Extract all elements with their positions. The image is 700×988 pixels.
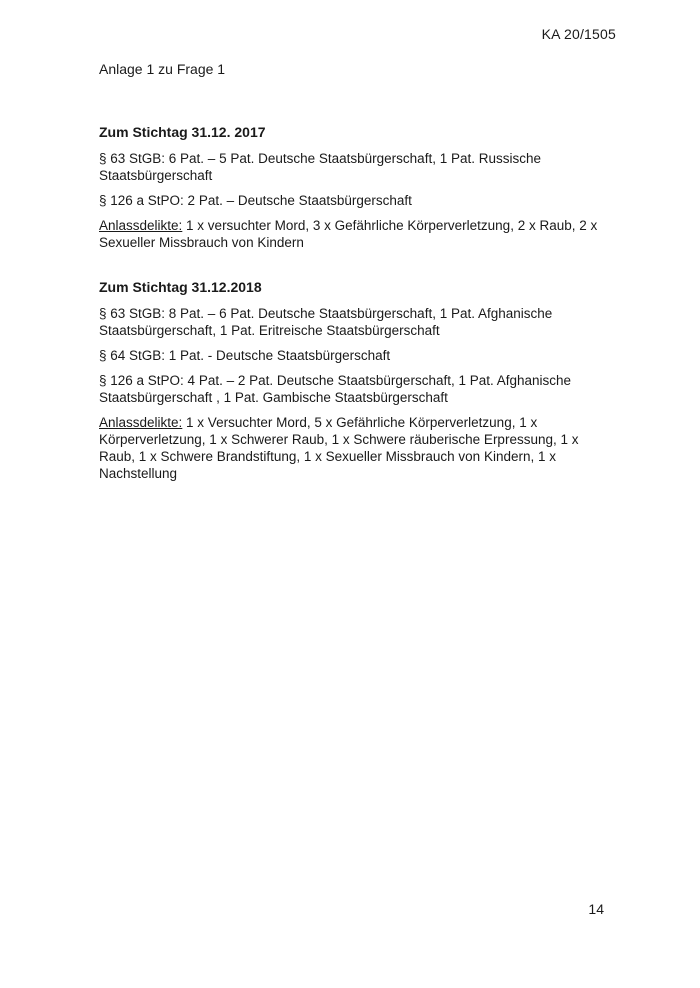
offenses-paragraph xyxy=(99,217,599,251)
annex-title: Anlage 1 zu Frage 1 xyxy=(99,61,226,77)
offenses-label: Anlassdelikte: xyxy=(99,218,183,233)
offenses-label: Anlassdelikte: xyxy=(99,415,183,430)
section-2017 xyxy=(99,124,599,251)
paragraph: § 64 StGB: 1 Pat. - Deutsche Staatsbürgerschaft xyxy=(99,348,391,363)
offenses-text: 1 x Versuchter Mord, 5 x Gefährliche Körperverletzung, 1 x Körperverletzung, 1 x Schwerer Raub, 1 x Schwere räuberische Erpressung, 1 x Raub, 1 x Schwere Brandstiftung, 1 x Sexueller Missbrauch von Kindern, 1 x Nachstellung xyxy=(99,415,579,481)
section-2018 xyxy=(99,279,599,482)
paragraph: § 63 StGB: 8 Pat. – 6 Pat. Deutsche Staatsbürgerschaft, 1 Pat. Afghanische Staatsbürgerschaft, 1 Pat. Eritreische Staatsbürgerschaft xyxy=(99,306,553,338)
paragraph: § 63 StGB: 6 Pat. – 5 Pat. Deutsche Staatsbürgerschaft, 1 Pat. Russische Staatsbürgerschaft xyxy=(99,151,541,183)
offenses-text: 1 x versuchter Mord, 3 x Gefährliche Körperverletzung, 2 x Raub, 2 x Sexueller Missbrauch von Kindern xyxy=(99,218,598,250)
document-reference: KA 20/1505 xyxy=(541,26,616,42)
section-heading: Zum Stichtag 31.12.2018 xyxy=(99,279,262,295)
section-heading: Zum Stichtag 31.12. 2017 xyxy=(99,124,266,140)
offenses-paragraph xyxy=(99,414,599,482)
document-body xyxy=(99,124,599,490)
paragraph: § 126 a StPO: 4 Pat. – 2 Pat. Deutsche Staatsbürgerschaft, 1 Pat. Afghanische Staatsbürgerschaft , 1 Pat. Gambische Staatsbürgerschaft xyxy=(99,373,572,405)
paragraph: § 126 a StPO: 2 Pat. – Deutsche Staatsbürgerschaft xyxy=(99,193,412,208)
page-number: 14 xyxy=(588,901,604,917)
